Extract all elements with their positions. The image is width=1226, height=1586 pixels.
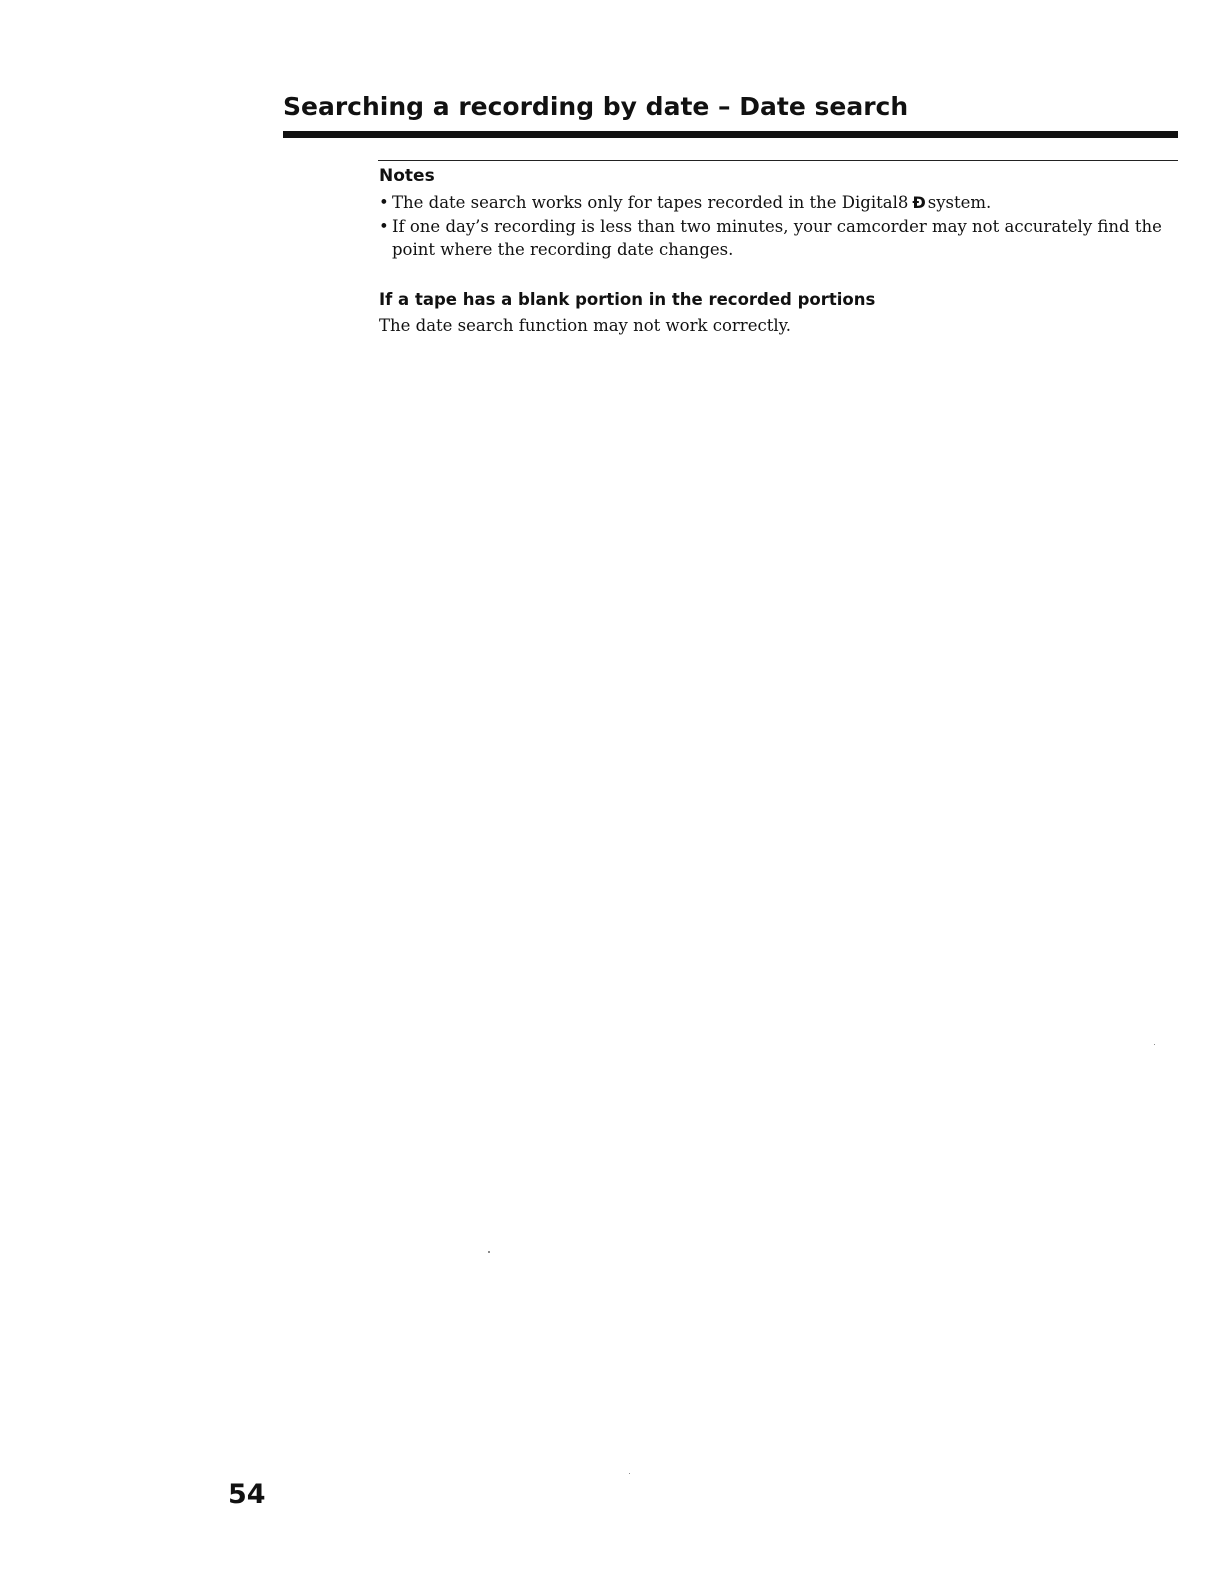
bullet: • (379, 193, 389, 212)
title-rule (283, 131, 1178, 138)
notes-rule (378, 160, 1178, 161)
notes-list (379, 191, 1169, 262)
notes-heading: Notes (379, 166, 435, 186)
note-text-after: system. (927, 193, 992, 212)
note-text: If one day’s recording is less than two minutes, your camcorder may not accurately find the point where the recording date changes. (392, 217, 1162, 259)
scan-speck (1154, 1044, 1155, 1045)
section-title: Searching a recording by date – Date search (283, 92, 909, 121)
scan-speck (488, 1251, 490, 1253)
scan-speck (629, 1473, 630, 1474)
digital8-logo-icon: Ð (912, 193, 924, 212)
note-text: The date search works only for tapes recorded in the Digital8 (392, 193, 909, 212)
page-number: 54 (228, 1479, 266, 1510)
blank-portion-heading: If a tape has a blank portion in the recorded portions (379, 290, 876, 309)
bullet: • (379, 217, 389, 236)
blank-portion-text: The date search function may not work correctly. (379, 316, 791, 335)
note-item (379, 191, 1169, 214)
note-item (379, 215, 1169, 261)
